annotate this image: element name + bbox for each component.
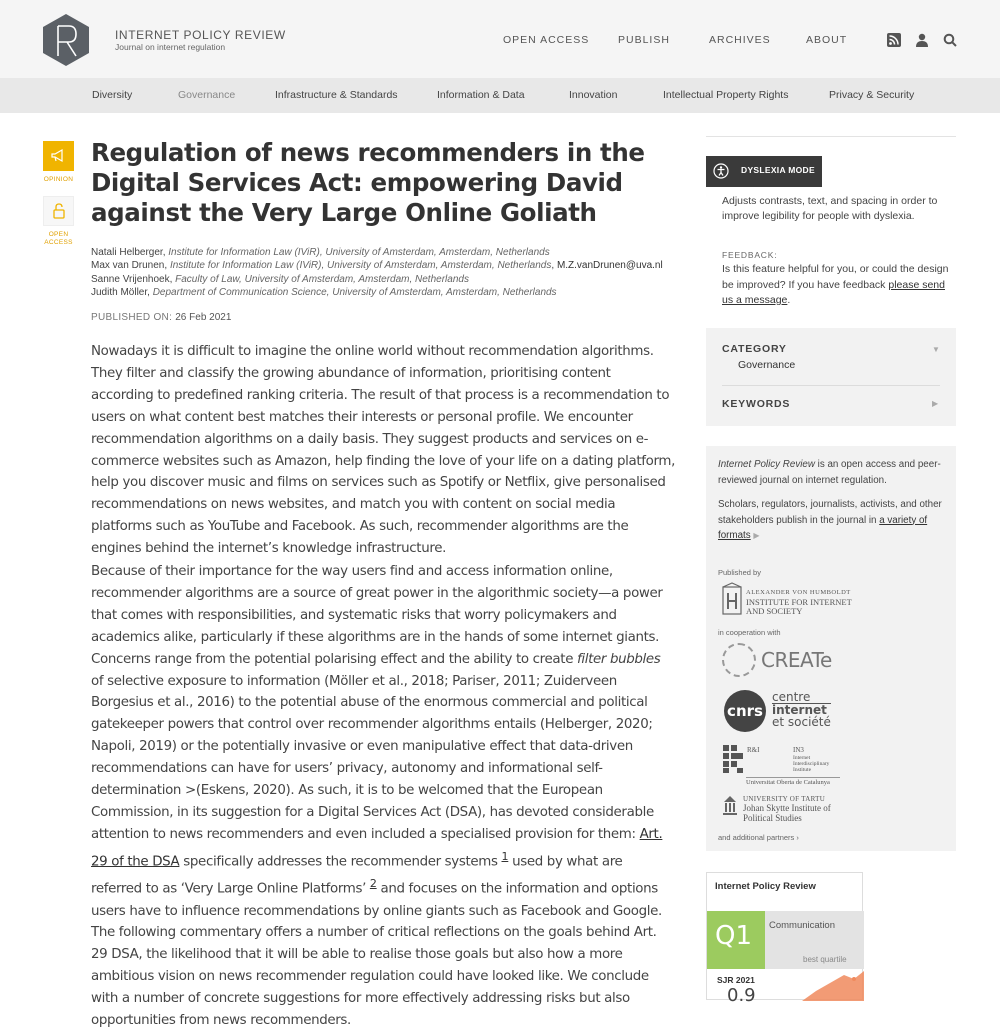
sidebar-divider <box>706 136 956 137</box>
tartu-name-3: Political Studies <box>743 813 802 823</box>
author-email-link[interactable]: M.Z.vanDrunen@uva.nl <box>556 260 663 272</box>
sjr-widget[interactable] <box>706 872 863 1006</box>
feedback-link[interactable]: please send us a message <box>722 278 945 306</box>
cooperation-label: in cooperation with <box>718 628 781 637</box>
dyslexia-description: Adjusts contrasts, text, and spacing in order to improve legibility for people with dyslexia. <box>722 195 938 222</box>
caret-right-icon[interactable]: ▶ <box>932 399 939 408</box>
sjr-best-quartile: best quartile <box>803 955 847 964</box>
top-nav <box>0 34 1000 48</box>
tartu-name-2: Johan Skytte Institute of <box>743 803 831 813</box>
uoc-name: Universitat Oberta de Catalunya <box>746 777 840 786</box>
opinion-badge <box>43 141 74 171</box>
dsa-article-link[interactable]: Art. 29 of the DSA <box>91 826 663 870</box>
sjr-trend-chart <box>802 969 864 1001</box>
category-bar <box>0 78 1000 113</box>
feedback-text: Is this feature helpful for you, or could the design be improved? If you have feedback please send us a message. <box>722 263 949 306</box>
uoc-interdisciplinary: Interdisciplinary <box>793 761 830 767</box>
nav-open-access[interactable]: OPEN ACCESS <box>503 34 590 46</box>
author-list <box>91 246 691 300</box>
nav-publish[interactable]: PUBLISH <box>618 34 670 46</box>
arrow-right-icon: ▶ <box>753 531 760 540</box>
author-item: Natali Helberger, Institute for Information Law (IViR), University of Amsterdam, Amsterdam, Netherlands <box>91 247 550 258</box>
rss-icon[interactable] <box>887 33 901 47</box>
published-date: PUBLISHED ON: 26 Feb 2021 <box>91 312 232 323</box>
category-infrastructure-standards[interactable]: Infrastructure & Standards <box>275 89 398 101</box>
caret-down-icon[interactable]: ▼ <box>932 345 940 354</box>
formats-link[interactable]: a variety of formats <box>718 514 928 541</box>
category-diversity[interactable]: Diversity <box>92 89 133 101</box>
author-item: Sanne Vrijenhoek, Faculty of Law, University of Amsterdam, Amsterdam, Netherlands <box>91 273 469 285</box>
brand-name[interactable]: INTERNET POLICY REVIEW <box>115 28 286 42</box>
uoc-in3: IN3 <box>793 746 804 754</box>
cnrs-logo[interactable]: cnrs <box>724 690 766 732</box>
search-icon[interactable] <box>943 33 957 47</box>
author-item: Max van Drunen, Institute for Information Law (IViR), University of Amsterdam, Amsterdam, Netherlands, M.Z.vanDrunen@uva.nl <box>91 260 663 272</box>
about-journal-text: Internet Policy Review is an open access and peer-reviewed journal on internet regulation. <box>718 459 941 486</box>
user-icon[interactable] <box>915 33 929 47</box>
about-formats-text: Scholars, regulators, journalists, activists, and other stakeholders publish in the journal in a variety of formats ▶ <box>718 499 942 541</box>
category-intellectual-property-rights[interactable]: Intellectual Property Rights <box>663 89 789 101</box>
article-paragraph: Because of their importance for the way users find and access information online, recommender algorithms are a source of great power in the algorithmic society—a power that comes with responsibilities, and systematic risks that worry policymakers and academics alike, particularly if these algorithms are in the hands of some internet giants. Concerns range from the potential polarising effect and the ability to create filter bubbles of selective exposure to information (Möller et al., 2018; Pariser, 2011; Zuiderveen Borgesius et al., 2016) to the potential abuse of the enormous commercial and political gatekeeper powers that control over recommender algorithms entails (Helberger, 2020; Napoli, 2019) or the potentially invasive or even manipulative effect that data-driven recommendations can have for users’ privacy, autonomy and informational self-determination >(Eskens, 2020). As such, it is to be welcomed that the European Commission, in its suggestion for a Digital Services Act (DSA), has devoted considerable attention to news recommenders and even included a specialised provision for them: Art. 29 of the DSA specifically addresses the recommender systems $^1$ used by what are referred to as ‘Very Large Online Platforms’ $^2$ and focuses on the information and options users have to influence recommendations by online giants such as Facebook and Google. The following commentary offers a number of critical reflections on the goals behind Art. 29 DSA, the likelihood that it will be able to realise those goals but also how a more ambitious vision on news recommender regulation could have looked like. We conclude with a number of concrete suggestions for more effectively addressing risks but also opportunities from news recommenders. <box>91 564 663 1029</box>
tartu-logo-icon[interactable] <box>722 794 738 816</box>
additional-partners-link[interactable]: and additional partners › <box>718 833 799 842</box>
cis-logo-text[interactable]: centre internet et société <box>772 690 831 729</box>
dyslexia-mode-button[interactable]: DYSLEXIA MODE <box>706 156 822 187</box>
sjr-value: 0.9 <box>727 985 756 1006</box>
category-privacy-security[interactable]: Privacy & Security <box>829 89 915 101</box>
keywords-toggle[interactable]: KEYWORDS <box>722 398 791 410</box>
hiig-name-2: INSTITUTE FOR INTERNET <box>746 597 852 607</box>
brand-subtitle: Journal on internet regulation <box>115 42 226 52</box>
megaphone-icon <box>51 149 66 163</box>
metadata-divider <box>722 385 940 386</box>
hiig-name-3: AND SOCIETY <box>746 606 803 616</box>
open-lock-icon <box>53 203 65 219</box>
uoc-internet: Internet <box>793 755 811 761</box>
uoc-institute: Institute <box>793 767 812 773</box>
footnote-2-link[interactable]: 2 <box>369 877 377 891</box>
published-by-label: Published by <box>718 568 761 577</box>
nav-about[interactable]: ABOUT <box>806 34 848 46</box>
hiig-name: ALEXANDER VON HUMBOLDT <box>746 589 851 596</box>
sjr-quartile: Q1 <box>707 911 765 969</box>
article-paragraph: Nowadays it is difficult to imagine the online world without recommendation algorithms. They filter and classify the growing abundance of information, prioritising content according to predefined ranking criteria. The result of that process is a recommendation to users on what content best matches their interests or personal profile. We encounter recommendation algorithms on a daily basis. They suggest products and services on e-commerce websites such as Amazon, help finding the love of your life on a dating platform, help you discover music and films on services such as Spotify or Netflix, give personalised recommendations on news websites, and match you with content on social media platforms such as YouTube and Facebook. As such, recommender algorithms are the engines behind the internet’s knowledge infrastructure. <box>91 344 675 557</box>
category-innovation[interactable]: Innovation <box>569 89 618 101</box>
author-item: Judith Möller, Department of Communication Science, University of Amsterdam, Amsterdam, Netherlands <box>91 287 557 299</box>
sjr-title: Internet Policy Review <box>715 881 816 892</box>
category-value[interactable]: Governance <box>738 359 796 371</box>
article-title: Regulation of news recommenders in the Digital Services Act: empowering David against the Very Large Online Goliath <box>91 138 645 227</box>
category-toggle[interactable]: CATEGORY <box>722 343 787 355</box>
site-header <box>0 0 1000 78</box>
accessibility-icon[interactable] <box>713 163 729 179</box>
tartu-name: UNIVERSITY OF TARTU <box>743 795 826 803</box>
nav-archives[interactable]: ARCHIVES <box>709 34 771 46</box>
hiig-logo-icon[interactable] <box>722 583 742 615</box>
open-access-label: OPEN ACCESS <box>44 231 73 246</box>
opinion-label: OPINION <box>43 176 74 183</box>
open-access-badge <box>43 196 74 226</box>
category-governance[interactable]: Governance <box>178 89 236 101</box>
uoc-ri: R&I <box>747 746 760 754</box>
sjr-category: Communication <box>769 920 835 931</box>
create-logo-icon[interactable] <box>722 643 756 677</box>
feedback-label: FEEDBACK: <box>722 250 778 260</box>
footnote-1-link[interactable]: 1 <box>501 849 509 863</box>
uoc-logo-icon[interactable] <box>722 744 744 774</box>
sjr-year: SJR 2021 <box>717 975 755 985</box>
category-information-data[interactable]: Information & Data <box>437 89 525 101</box>
create-logo-text[interactable]: CREATe <box>761 648 832 672</box>
